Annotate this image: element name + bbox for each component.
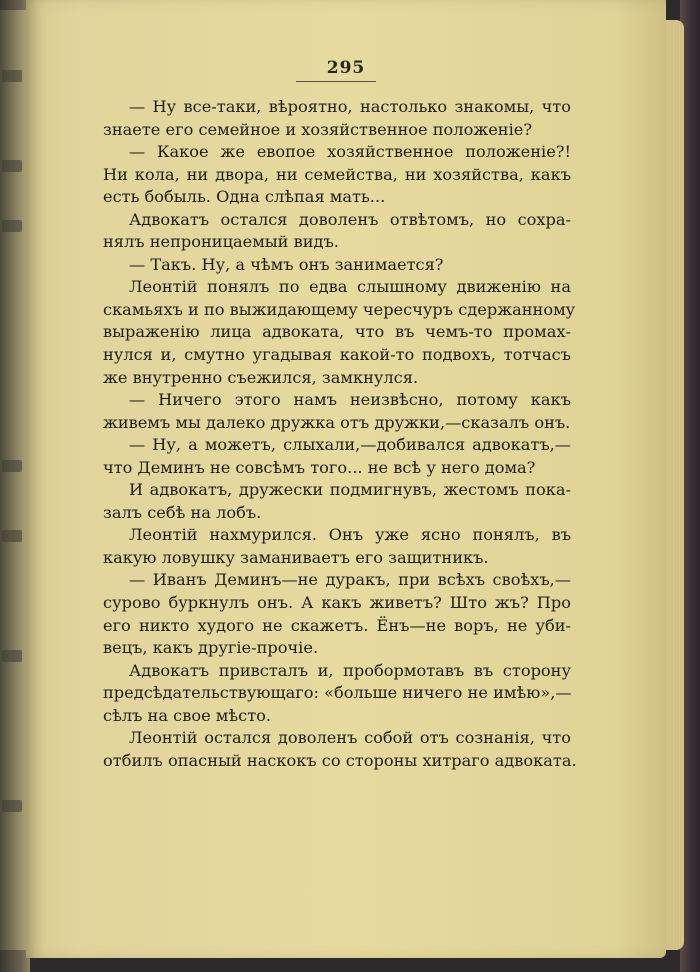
text-line: же внутренно съежился, замкнулся. xyxy=(103,367,419,387)
text-line: есть бобыль. Одна слѣпая мать... xyxy=(103,187,386,207)
text-line: Адвокатъ остался доволенъ отвѣтомъ, но сохра- xyxy=(129,209,571,229)
page-text-block xyxy=(103,96,577,772)
facing-page-text-fragment xyxy=(2,70,22,82)
text-line: скамьяхъ и по выжидающему чересчуръ сдержанному xyxy=(103,299,576,319)
text-line: сѣлъ на свое мѣсто. xyxy=(103,705,272,725)
text-line: живемъ мы далеко дружка отъ дружки,—сказалъ онъ. xyxy=(103,412,571,432)
book-page xyxy=(26,0,666,958)
text-line: нулся и, смутно угадывая какой-то подвохъ, тотчасъ xyxy=(103,345,571,365)
page-number: 295 xyxy=(326,58,366,78)
text-line: выраженiю лица адвоката, что въ чемъ-то промах- xyxy=(103,322,571,342)
text-line: его никто худого не скажетъ. Ёнъ—не воръ, не уби- xyxy=(103,615,571,635)
text-line: — Какое же евопое хозяйственное положенiе?! xyxy=(129,142,571,162)
text-line: Адвокатъ привсталъ и, пробормотавъ въ сторону xyxy=(129,660,571,680)
text-line: что Деминъ не совсѣмъ того... не всѣ у него дома? xyxy=(103,457,536,477)
text-line: Леонтiй остался доволенъ собой отъ сознанiя, что xyxy=(129,728,571,748)
text-line: сурово буркнулъ онъ. А какъ живетъ? Што жъ? Про xyxy=(103,593,571,613)
facing-page-text-fragment xyxy=(2,650,22,662)
text-line: — Ну все-таки, вѣроятно, настолько знакомы, что xyxy=(129,97,571,116)
page-number-rule xyxy=(296,81,376,82)
text-line: — Ничего этого намъ неизвѣсно, потому какъ xyxy=(129,390,571,410)
facing-page-text-fragment xyxy=(2,460,22,472)
text-line: отбилъ опасный наскокъ со стороны хитраго адвоката. xyxy=(103,750,577,770)
text-line: какую ловушку заманиваетъ его защитникъ. xyxy=(103,547,489,567)
text-line: вецъ, какъ другiе-прочiе. xyxy=(103,638,319,658)
text-line: знаете его семейное и хозяйственное положенiе? xyxy=(103,119,533,139)
facing-page-text-fragment xyxy=(2,800,22,812)
text-line: нялъ непроницаемый видъ. xyxy=(103,232,339,252)
text-line: Ни кола, ни двора, ни семейства, ни хозяйства, какъ xyxy=(103,164,571,184)
text-line: Леонтiй нахмурился. Онъ уже ясно понялъ, въ xyxy=(129,525,571,545)
text-line: Леонтiй понялъ по едва слышному движенiю на xyxy=(129,277,571,297)
text-line: — Такъ. Ну, а чѣмъ онъ занимается? xyxy=(129,254,444,274)
text-line: И адвокатъ, дружески подмигнувъ, жестомъ пока- xyxy=(129,480,571,500)
text-line: — Ну, а можетъ, слыхали,—добивался адвокатъ,— xyxy=(129,435,571,455)
facing-page-text-fragment xyxy=(2,530,22,542)
text-line: — Иванъ Деминъ—не дуракъ, при всѣхъ своѣхъ,— xyxy=(129,570,571,590)
text-line: предсѣдательствующаго: «больше ничего не имѣю»,— xyxy=(103,683,572,703)
facing-page-text-fragment xyxy=(2,160,22,172)
text-line: залъ себѣ на лобъ. xyxy=(103,502,262,522)
facing-page-text-fragment xyxy=(2,220,22,232)
